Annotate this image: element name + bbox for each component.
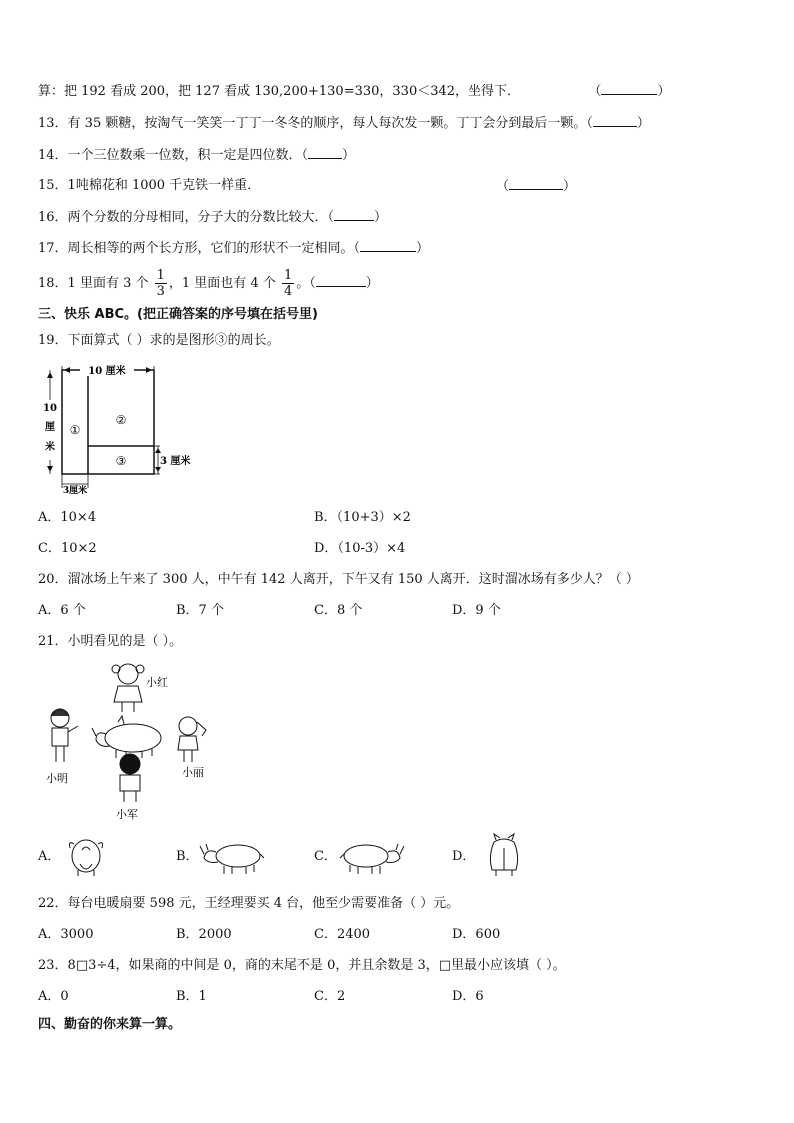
q22-option-c[interactable]: C．2400 bbox=[314, 927, 371, 942]
question-23: 23．8□3÷4，如果商的中间是 0，商的末尾不是 0，并且余数是 3，□里最小应该填（ ）。 bbox=[38, 958, 566, 973]
fraction-one-fourth: $\frac{1}{4}$ bbox=[284, 268, 293, 299]
q21-option-b[interactable]: B． bbox=[176, 849, 199, 864]
scene-illustration bbox=[38, 656, 238, 824]
name-xiaojun: 小军 bbox=[116, 808, 138, 821]
q21-option-a[interactable]: A． bbox=[38, 849, 61, 864]
girl-xiaoli-figure bbox=[178, 717, 206, 762]
question-14: 14．一个三位数乘一位数，积一定是四位数．（ ） bbox=[38, 148, 356, 163]
q21-option-c[interactable]: C． bbox=[314, 849, 337, 864]
answer-blank[interactable] bbox=[509, 177, 563, 190]
boy-xiaoming-figure bbox=[51, 709, 78, 762]
section-3-heading: 三、快乐 ABC。(把正确答案的序号填在括号里) bbox=[38, 307, 318, 322]
question-13: 13．有 35 颗糖，按淘气一笑笑一丁丁一冬冬的顺序，每人每次发一颗。丁丁会分到最后一颗。（ ） bbox=[38, 116, 650, 131]
rhino-front-view-icon bbox=[64, 834, 108, 878]
q22-option-a[interactable]: A．3000 bbox=[38, 927, 94, 942]
answer-blank[interactable] bbox=[360, 239, 416, 252]
q21-option-d[interactable]: D． bbox=[452, 849, 476, 864]
name-xiaoli: 小丽 bbox=[182, 766, 204, 779]
q19-option-c[interactable]: C．10×2 bbox=[38, 541, 97, 556]
rhino-center-figure bbox=[92, 716, 161, 758]
q20-option-a[interactable]: A．6 个 bbox=[38, 603, 86, 618]
q22-option-b[interactable]: B．2000 bbox=[176, 927, 232, 942]
fig-top-label: 10 厘米 bbox=[88, 366, 126, 377]
fig-right-label: 3 厘米 bbox=[160, 456, 191, 467]
question-22: 22．每台电暖扇要 598 元，王经理要买 4 台，他至少需要准备（ ）元。 bbox=[38, 896, 460, 911]
question-15-answer: （ ） bbox=[496, 179, 577, 194]
q20-option-c[interactable]: C．8 个 bbox=[314, 603, 363, 618]
q20-option-b[interactable]: B．7 个 bbox=[176, 603, 224, 618]
q12-text: 算：把 192 看成 200，把 127 看成 130,200+130=330，330＜342，坐得下． bbox=[38, 84, 521, 99]
region-3-label: ③ bbox=[115, 454, 127, 468]
question-21: 21．小明看见的是（ ）。 bbox=[38, 634, 183, 649]
q23-option-d[interactable]: D．6 bbox=[452, 989, 484, 1004]
fraction-one-third: $\frac{1}{3}$ bbox=[156, 268, 165, 299]
girl-xiaohong-figure bbox=[112, 664, 144, 712]
q19-option-d[interactable]: D．（10-3）×4 bbox=[314, 541, 406, 556]
q12-continuation: 算：把 192 看成 200，把 127 看成 130,200+130=330，330＜342，坐得下． （ ） bbox=[38, 84, 671, 99]
rhino-left-side-icon bbox=[198, 836, 268, 876]
fig-bottom-label: 3厘米 bbox=[62, 486, 88, 494]
rhino-back-view-icon bbox=[484, 832, 524, 878]
fig-left-c2: 米 bbox=[45, 442, 55, 453]
question-16: 16．两个分数的分母相同，分子大的分数比较大．（ ） bbox=[38, 210, 388, 225]
answer-blank[interactable] bbox=[601, 82, 657, 95]
q19-option-a[interactable]: A．10×4 bbox=[38, 510, 97, 525]
q23-option-b[interactable]: B．1 bbox=[176, 989, 207, 1004]
name-xiaoming: 小明 bbox=[46, 772, 68, 785]
outer-square bbox=[62, 370, 154, 474]
q22-option-d[interactable]: D．600 bbox=[452, 927, 501, 942]
section-4-heading: 四、勤奋的你来算一算。 bbox=[38, 1017, 182, 1032]
rectangle-figure bbox=[38, 362, 198, 494]
q20-option-d[interactable]: D．9 个 bbox=[452, 603, 501, 618]
answer-blank[interactable] bbox=[593, 114, 637, 127]
rhino-right-side-icon bbox=[336, 836, 406, 876]
q23-option-c[interactable]: C．2 bbox=[314, 989, 346, 1004]
question-20: 20．溜冰场上午来了 300 人，中午有 142 人离开，下午又有 150 人离开．这时溜冰场有多少人？（ ） bbox=[38, 572, 639, 587]
answer-blank[interactable] bbox=[334, 208, 374, 221]
question-18: 18．1 里面有 3 个 $\frac{1}{3}$ ，1 里面也有 4 个 $\frac{1}{4}$ 。（ ） bbox=[38, 268, 379, 299]
fig-left-c1: 厘 bbox=[45, 422, 55, 433]
region-2-label: ② bbox=[115, 413, 127, 427]
question-17: 17．周长相等的两个长方形，它们的形状不一定相同。（ ） bbox=[38, 241, 430, 256]
name-xiaohong: 小红 bbox=[146, 676, 168, 689]
region-1-label: ① bbox=[69, 423, 81, 437]
question-15: 15．1吨棉花和 1000 千克铁一样重． bbox=[38, 178, 261, 193]
q23-option-a[interactable]: A．0 bbox=[38, 989, 69, 1004]
q19-option-b[interactable]: B．（10+3）×2 bbox=[314, 510, 411, 525]
fig-left-num: 10 bbox=[43, 403, 57, 414]
question-19: 19．下面算式（ ）求的是图形③的周长。 bbox=[38, 333, 280, 348]
answer-blank[interactable] bbox=[316, 274, 366, 287]
answer-blank[interactable] bbox=[308, 146, 342, 159]
boy-xiaojun-figure bbox=[120, 754, 140, 802]
